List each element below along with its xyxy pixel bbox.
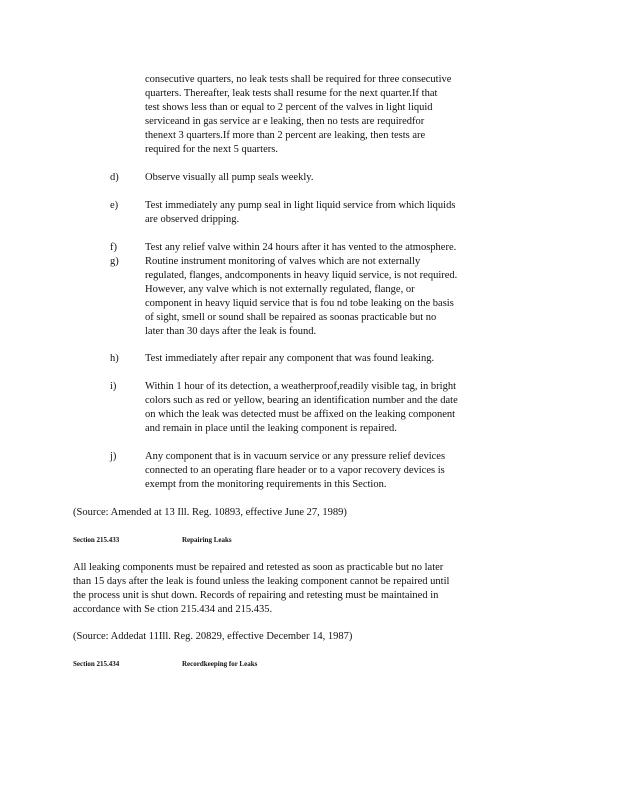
intro-line: serviceand in gas service ar e leaking, then no tests are requiredfor [145, 116, 425, 127]
source-note: (Source: Amended at 13 Ill. Reg. 10893, effective June 27, 1989) [73, 507, 347, 518]
body-line: accordance with Se ction 215.434 and 215.435. [73, 604, 273, 615]
section-number: Section 215.434 [73, 660, 120, 668]
item-label: d) [110, 172, 119, 183]
item-line: Test immediately after repair any component that was found leaking. [145, 353, 435, 364]
item-label: j) [110, 451, 117, 462]
item-line: component in heavy liquid service that is fou nd tobe leaking on the basis [145, 298, 454, 309]
item-label: e) [110, 200, 119, 211]
item-label: f) [110, 242, 117, 253]
item-line: However, any valve which is not externally regulated, flange, or [145, 284, 415, 295]
item-line: regulated, flanges, andcomponents in heavy liquid service, is not required. [145, 270, 458, 281]
intro-line: thenext 3 quarters.If more than 2 percent are leaking, then tests are [145, 130, 426, 141]
item-line: of sight, smell or sound shall be repaired as soonas practicable but no [145, 312, 437, 323]
section-number: Section 215.433 [73, 536, 120, 544]
item-label: g) [110, 256, 119, 267]
item-line: connected to an operating flare header or to a vapor recovery devices is [145, 465, 445, 476]
body-line: the process unit is shut down. Records of repairing and retesting must be maintained in [73, 590, 439, 601]
item-line: Any component that is in vacuum service or any pressure relief devices [145, 451, 446, 462]
item-line: Test immediately any pump seal in light liquid service from which liquids [145, 200, 456, 211]
intro-line: quarters. Thereafter, leak tests shall resume for the next quarter.If that [145, 88, 438, 99]
item-line: colors such as red or yellow, bearing an identification number and the date [145, 395, 458, 406]
item-line: Within 1 hour of its detection, a weatherproof,readily visible tag, in bright [145, 381, 456, 392]
intro-line: required for the next 5 quarters. [145, 144, 278, 155]
item-line: later than 30 days after the leak is found. [145, 326, 317, 337]
item-line: are observed dripping. [145, 214, 240, 225]
item-label: i) [110, 381, 117, 392]
section-title: Repairing Leaks [182, 536, 232, 544]
source-note: (Source: Addedat 11Ill. Reg. 20829, effective December 14, 1987) [73, 631, 353, 642]
body-line: than 15 days after the leak is found unless the leaking component cannot be repaired until [73, 576, 450, 587]
item-line: exempt from the monitoring requirements in this Section. [145, 479, 387, 490]
item-line: Observe visually all pump seals weekly. [145, 172, 314, 183]
item-line: Routine instrument monitoring of valves which are not externally [145, 256, 421, 267]
intro-line: test shows less than or equal to 2 percent of the valves in light liquid [145, 102, 433, 113]
intro-line: consecutive quarters, no leak tests shall be required for three consecutive [145, 74, 452, 85]
item-line: Test any relief valve within 24 hours after it has vented to the atmosphere. [145, 242, 457, 253]
section-title: Recordkeeping for Leaks [182, 660, 258, 668]
body-line: All leaking components must be repaired and retested as soon as practicable but no later [73, 562, 444, 573]
item-line: on which the leak was detected must be affixed on the leaking component [145, 409, 456, 420]
item-label: h) [110, 353, 119, 364]
item-line: and remain in place until the leaking component is repaired. [145, 423, 397, 434]
